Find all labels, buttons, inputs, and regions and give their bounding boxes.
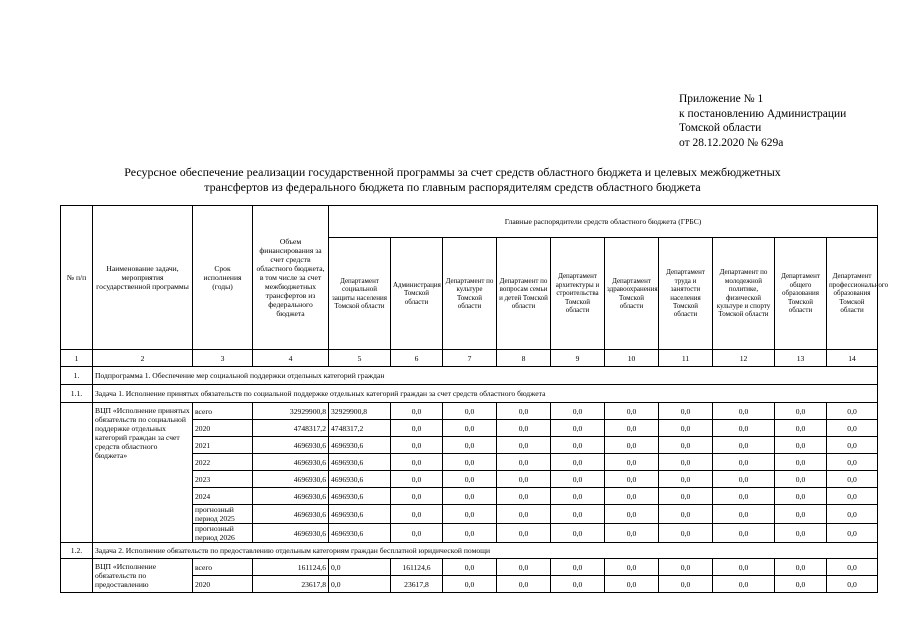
col-number: 9 [551,350,605,367]
value-cell: 0,0 [497,403,551,420]
task2-rows [61,559,878,593]
value-cell: 0,0 [551,576,605,593]
value-cell: 0,0 [391,420,443,437]
header-dept-8: Департамент по вопросам семьи и детей Томской области [497,238,551,350]
value-cell: 0,0 [551,454,605,471]
subprogram-num: 1. [61,367,93,385]
value-cell: 0,0 [391,403,443,420]
value-cell: 0,0 [659,437,713,454]
value-cell: 0,0 [827,437,878,454]
value-cell: 0,0 [443,576,497,593]
value-cell: 0,0 [775,488,827,505]
annex-block [679,92,846,150]
value-cell: 0,0 [329,576,391,593]
term-cell: всего [193,403,253,420]
value-cell: 0,0 [713,437,775,454]
value-cell: 0,0 [497,559,551,576]
value-cell: 0,0 [775,403,827,420]
value-cell: 0,0 [497,437,551,454]
value-cell: 4696930,6 [329,454,391,471]
value-cell: 0,0 [497,488,551,505]
header-dept-6: Администрация Томской области [391,238,443,350]
empty-num-cell [61,403,93,543]
value-cell: 0,0 [605,559,659,576]
term-cell: 2021 [193,437,253,454]
value-cell: 0,0 [551,559,605,576]
value-cell: 0,0 [775,437,827,454]
value-cell: 4696930,6 [329,488,391,505]
task1-num: 1.1. [61,385,93,403]
value-cell: 4696930,6 [253,437,329,454]
value-cell: 0,0 [713,471,775,488]
value-cell: 0,0 [443,454,497,471]
title-line-1: Ресурсное обеспечение реализации государственной программы за счет средств областного бюджета и целевых межбюджетных [124,165,781,179]
subprogram-text: Подпрограмма 1. Обеспечение мер социальной поддержки отдельных категорий граждан [93,367,878,385]
term-cell: 2022 [193,454,253,471]
header-dept-13: Департамент общего образования Томской области [775,238,827,350]
header-dept-9: Департамент архитектуры и строительства Томской области [551,238,605,350]
value-cell: 0,0 [659,505,713,524]
task2-text: Задача 2. Исполнение обязательств по предоставлению отдельным категориям граждан бесплатной юридической помощи [93,543,878,559]
col-number: 5 [329,350,391,367]
value-cell: 0,0 [713,454,775,471]
value-cell: 0,0 [551,403,605,420]
value-cell: 0,0 [391,505,443,524]
task1-rows [61,403,878,543]
header-dept-14: Департамент профессионального образования Томской области [827,238,878,350]
value-cell: 0,0 [659,488,713,505]
value-cell: 0,0 [775,559,827,576]
value-cell: 0,0 [497,505,551,524]
value-cell: 0,0 [605,524,659,543]
value-cell: 0,0 [827,403,878,420]
value-cell: 0,0 [443,471,497,488]
value-cell: 4696930,6 [329,505,391,524]
value-cell: 161124,6 [391,559,443,576]
value-cell: 161124,6 [253,559,329,576]
annex-line-1: Приложение № 1 [679,93,764,105]
header-dept-11: Департамент труда и занятости населения Томской области [659,238,713,350]
value-cell: 0,0 [443,505,497,524]
col-number: 8 [497,350,551,367]
resource-table [60,205,889,593]
value-cell: 0,0 [713,559,775,576]
value-cell: 0,0 [713,576,775,593]
value-cell: 0,0 [827,505,878,524]
header-dept-5: Департамент социальной защиты населения Томской области [329,238,391,350]
col-number: 10 [605,350,659,367]
value-cell: 4696930,6 [253,471,329,488]
value-cell: 0,0 [551,437,605,454]
value-cell: 0,0 [497,454,551,471]
value-cell: 0,0 [605,403,659,420]
value-cell: 0,0 [659,403,713,420]
term-cell: 2023 [193,471,253,488]
value-cell: 4696930,6 [253,454,329,471]
term-cell: 2024 [193,488,253,505]
value-cell: 0,0 [329,559,391,576]
value-cell: 0,0 [605,420,659,437]
annex-line-2: к постановлению Администрации [679,107,847,120]
value-cell: 0,0 [391,471,443,488]
value-cell: 0,0 [551,524,605,543]
value-cell: 0,0 [443,559,497,576]
value-cell: 0,0 [775,454,827,471]
value-cell: 0,0 [391,488,443,505]
value-cell: 4748317,2 [253,420,329,437]
value-cell: 0,0 [605,488,659,505]
header-dept-12: Департамент по молодежной политике, физической культуре и спорту Томской области [713,238,775,350]
value-cell: 0,0 [443,403,497,420]
value-cell: 0,0 [551,505,605,524]
value-cell: 23617,8 [253,576,329,593]
header-grbs: Главные распорядители средств областного бюджета (ГРБС) [329,206,878,238]
value-cell: 0,0 [713,488,775,505]
empty-num-cell [61,559,93,593]
document-title [60,165,845,194]
value-cell: 0,0 [775,576,827,593]
header-volume: Объем финансирования за счет средств областного бюджета, в том числе за счет межбюджетных трансфертов из федерального бюджета [253,206,329,350]
header-dept-10: Департамент здравоохранения Томской области [605,238,659,350]
value-cell: 4696930,6 [253,505,329,524]
col-number: 6 [391,350,443,367]
value-cell: 32929900,8 [253,403,329,420]
value-cell: 0,0 [775,420,827,437]
value-cell: 0,0 [605,454,659,471]
value-cell: 4696930,6 [253,488,329,505]
term-cell: прогнозный период 2026 [193,524,253,543]
value-cell: 0,0 [827,524,878,543]
value-cell: 4696930,6 [329,471,391,488]
value-cell: 0,0 [659,420,713,437]
value-cell: 0,0 [605,471,659,488]
value-cell: 0,0 [827,576,878,593]
col-number: 11 [659,350,713,367]
col-number: 2 [93,350,193,367]
value-cell: 0,0 [775,524,827,543]
value-cell: 0,0 [775,471,827,488]
value-cell: 0,0 [497,420,551,437]
value-cell: 0,0 [605,505,659,524]
col-number: 3 [193,350,253,367]
value-cell: 0,0 [713,420,775,437]
term-cell: прогнозный период 2025 [193,505,253,524]
value-cell: 0,0 [827,454,878,471]
value-cell: 32929900,8 [329,403,391,420]
value-cell: 0,0 [659,524,713,543]
value-cell: 0,0 [391,454,443,471]
value-cell: 0,0 [551,420,605,437]
value-cell: 0,0 [443,524,497,543]
measure-name: ВЦП «Исполнение обязательств по предоставлению [93,559,193,593]
value-cell: 0,0 [713,403,775,420]
table-row [61,559,878,576]
value-cell: 0,0 [497,471,551,488]
value-cell: 0,0 [775,505,827,524]
term-cell: всего [193,559,253,576]
value-cell: 0,0 [497,576,551,593]
value-cell: 0,0 [827,559,878,576]
value-cell: 0,0 [659,576,713,593]
measure-name: ВЦП «Исполнение принятых обязательств по социальной поддержке отдельных категорий граждан за счет средств областного бюджета» [93,403,193,543]
value-cell: 0,0 [443,420,497,437]
value-cell: 23617,8 [391,576,443,593]
value-cell: 0,0 [391,524,443,543]
header-dept-7: Департамент по культуре Томской области [443,238,497,350]
header-num: № п/п [61,206,93,350]
term-cell: 2020 [193,576,253,593]
header-term: Срок исполнения (годы) [193,206,253,350]
col-number: 12 [713,350,775,367]
table-row [61,403,878,420]
value-cell: 0,0 [659,559,713,576]
col-number: 4 [253,350,329,367]
value-cell: 0,0 [551,471,605,488]
term-cell: 2020 [193,420,253,437]
value-cell: 0,0 [391,437,443,454]
value-cell: 0,0 [443,437,497,454]
value-cell: 0,0 [713,524,775,543]
value-cell: 0,0 [827,471,878,488]
col-number: 13 [775,350,827,367]
value-cell: 0,0 [551,488,605,505]
col-number: 1 [61,350,93,367]
value-cell: 0,0 [659,454,713,471]
value-cell: 4696930,6 [253,524,329,543]
value-cell: 0,0 [713,505,775,524]
header-name: Наименование задачи, мероприятия государственной программы [93,206,193,350]
col-number: 14 [827,350,878,367]
value-cell: 0,0 [443,488,497,505]
value-cell: 0,0 [659,471,713,488]
value-cell: 4696930,6 [329,437,391,454]
task2-num: 1.2. [61,543,93,559]
annex-line-4: от 28.12.2020 № 629а [679,136,784,149]
value-cell: 0,0 [605,576,659,593]
task1-text: Задача 1. Исполнение принятых обязательств по социальной поддержке отдельных категорий граждан за счет средств областного бюджета [93,385,878,403]
col-number: 7 [443,350,497,367]
value-cell: 0,0 [605,437,659,454]
value-cell: 0,0 [827,488,878,505]
annex-line-3: Томской области [679,122,762,134]
value-cell: 0,0 [827,420,878,437]
value-cell: 4748317,2 [329,420,391,437]
value-cell: 0,0 [497,524,551,543]
title-line-2: трансфертов из федерального бюджета по главным распорядителям средств областного бюджета [204,179,701,194]
value-cell: 4696930,6 [329,524,391,543]
